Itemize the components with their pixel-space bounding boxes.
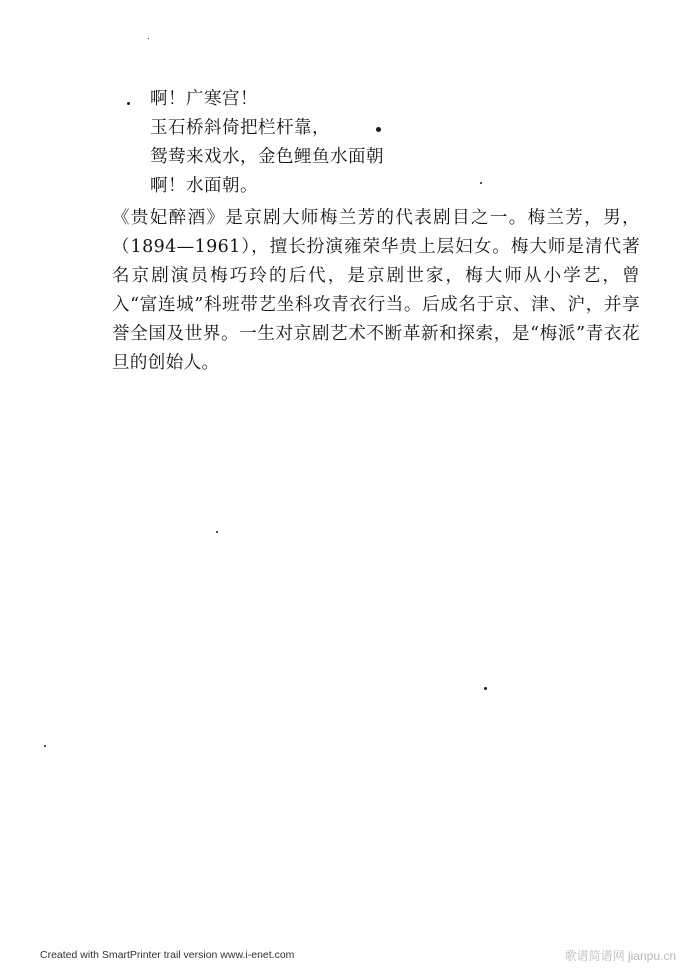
scan-speck [484,687,487,690]
scan-speck [376,127,381,132]
scan-speck [44,745,46,747]
description-paragraph: 《贵妃醉酒》是京剧大师梅兰芳的代表剧目之一。梅兰芳，男，（1894—1961），擅长扮演雍荣华贵上层妇女。梅大师是清代著名京剧演员梅巧玲的后代，是京剧世家，梅大师从小学艺，曾入“富连城”科班带艺坐科攻青衣行当。后成名于京、津、沪，并享誉全国及世界。一生对京剧艺术不断革新和探索，是“梅派”青衣花旦的创始人。 [112,208,640,373]
watermark: 歌谱简谱网 jianpu.cn [564,949,676,963]
verse-line-3: 鸳鸯来戏水，金色鲤鱼水面朝 [150,147,384,167]
scan-speck [480,182,482,184]
verse-line-2: 玉石桥斜倚把栏杆靠， [150,118,330,138]
scan-speck [216,531,218,533]
verse-line-4: 啊！水面朝。 [150,176,258,196]
scan-speck [127,102,130,105]
verse-line-1: 啊！广寒宫！ [150,89,258,109]
creator-note: Created with SmartPrinter trail version www.i-enet.com [40,949,295,961]
scan-speck [148,38,149,39]
